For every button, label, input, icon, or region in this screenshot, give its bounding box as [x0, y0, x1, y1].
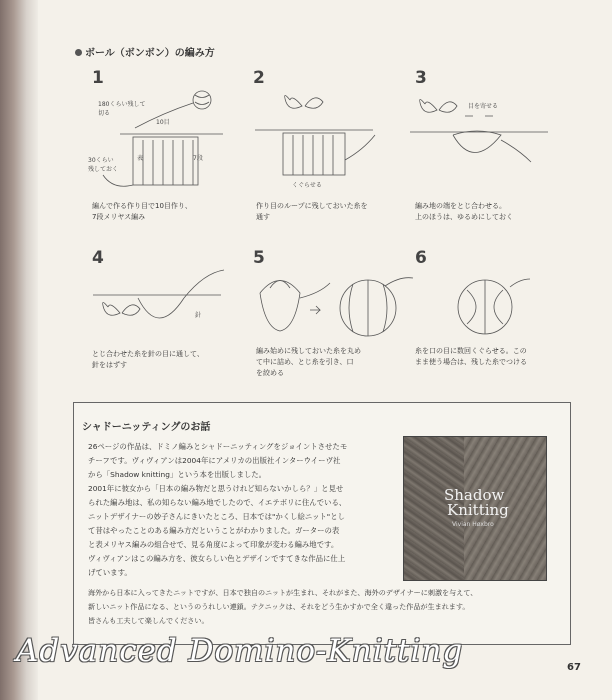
step-2-illustration — [245, 90, 380, 185]
step-3-illustration — [405, 92, 555, 177]
step-5-illustration — [250, 268, 415, 343]
story-line-wide: 皆さんも工夫して楽しんでください。 — [88, 616, 209, 625]
step-5-caption-line2: て中に詰め、とじ糸を引き、口 — [256, 358, 354, 366]
step-4-caption-line1: とじ合わせた糸を針の目に通して、 — [92, 350, 204, 358]
step-1-label-stitches: 10目 — [156, 119, 170, 126]
story-line: げています。 — [88, 568, 132, 577]
story-line-wide: 新しいニット作品になる、というのうれしい連鎖。テクニックは、それをどう生かすかで全く違った作品が生まれます。 — [88, 602, 470, 611]
story-line: と表メリヤス編みの組合せで、見る角度によって印象が変わる編み地です。 — [88, 540, 339, 549]
step-6-caption-line1: 糸を口の目に数回くぐらせる。この — [415, 347, 527, 355]
step-1-number: 1 — [92, 68, 104, 88]
book-author: Vivian Høxbro — [452, 521, 494, 528]
step-1-label-leave2: 残しておく — [88, 166, 119, 173]
book-cover-image — [403, 436, 547, 581]
story-line: て昔はやったことのある編み方だということがわかりました。ガーターの表 — [88, 526, 340, 535]
step-1-label-cut: 切る — [98, 110, 111, 117]
step-5-caption-line1: 編み始めに残しておいた糸を丸め — [256, 347, 361, 355]
story-title: シャドーニッティングのお話 — [82, 422, 211, 433]
page-number: 67 — [567, 662, 581, 673]
step-2-caption-line1: 作り目のループに残しておいた糸を — [256, 202, 368, 210]
story-line: 26ページの作品は、ドミノ編みとシャドーニッティングをジョイントさせたモ — [88, 442, 348, 451]
step-1-caption-line2: 7段メリヤス編み — [92, 213, 146, 221]
step-4-caption-line2: 針をはずす — [92, 361, 127, 369]
step-4-label-needle: 針 — [195, 312, 202, 319]
story-line: ニットデザイナーの妙子さんにきいたところ、日本では"かくし絵ニット"とし — [88, 512, 345, 521]
step-2-number: 2 — [253, 68, 265, 88]
step-1-illustration — [85, 85, 235, 190]
step-2-label-through: くぐらせる — [292, 182, 322, 189]
step-3-label-gather: 目を寄せる — [468, 103, 499, 110]
step-1-caption-line1: 編んで作る作り目で10目作り、 — [92, 202, 192, 210]
book-title-line1: Shadow — [444, 486, 505, 504]
story-line: から「Shadow knitting」という本を出版しました。 — [88, 470, 267, 479]
step-6-caption-line2: まま使う場合は、残した糸でつける — [415, 358, 527, 366]
step-4-illustration — [88, 265, 233, 340]
step-6-number: 6 — [415, 248, 427, 268]
step-1-label-leave: 30くらい — [88, 157, 114, 164]
step-5-caption-line3: を絞める — [256, 369, 284, 377]
step-1-label-front: 表 — [137, 155, 144, 162]
step-5-number: 5 — [253, 248, 265, 268]
book-spine-shadow — [0, 0, 38, 700]
story-line-wide: 海外から日本に入ってきたニットですが、日本で独自のニットが生まれ、それがまた、海外のデザイナーに刺激を与えて、 — [88, 588, 478, 597]
bullet-icon — [75, 49, 82, 56]
story-line: 2001年に彼女から「日本の編み物だと思うけれど知らないかしら？」と見せ — [88, 484, 344, 493]
step-4-number: 4 — [92, 248, 104, 268]
step-1-label-rows: 7段 — [193, 155, 203, 162]
step-3-caption-line2: 上のほうは、ゆるめにしておく — [415, 213, 513, 221]
watermark: Advanced Domino-Knitting — [16, 633, 464, 669]
story-line: チーフです。ヴィヴィアンは2004年にアメリカの出版社インターウイーヴ社 — [88, 456, 341, 465]
section-heading: ボール（ボンボン）の編み方 — [75, 44, 215, 59]
step-2-caption-line2: 通す — [256, 213, 270, 221]
book-title-line2: Knitting — [447, 501, 509, 519]
step-3-number: 3 — [415, 68, 427, 88]
step-3-caption-line1: 編み地の端をとじ合わせる。 — [415, 202, 506, 210]
step-1-label-tail: 180くらい残して — [98, 101, 146, 108]
story-line: られた編み地は、私の知らない編み地でしたので、イエテボリに住んでいる、 — [88, 498, 347, 507]
story-line: ヴィヴィアンはこの編み方を、彼女らしい色とデザインですてきな作品に仕上 — [88, 554, 346, 563]
step-6-illustration — [455, 272, 535, 342]
